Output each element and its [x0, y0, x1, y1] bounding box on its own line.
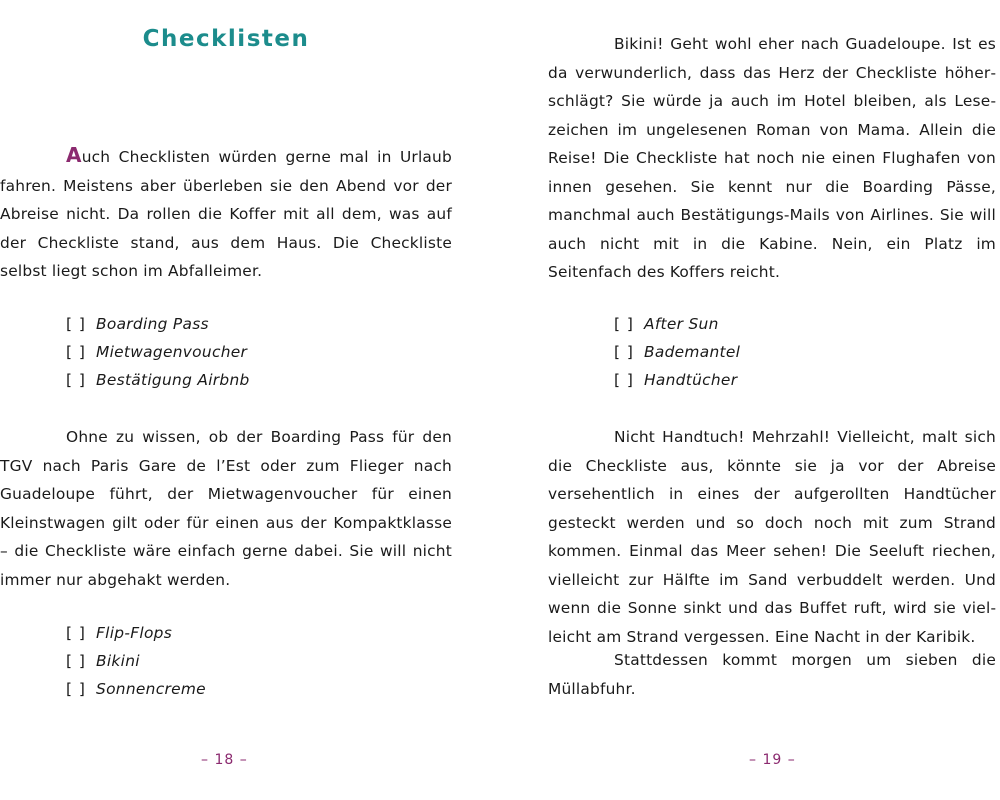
checkbox: [ ] — [66, 315, 86, 333]
checkbox: [ ] — [66, 624, 86, 642]
left-paragraph-1 — [0, 141, 452, 286]
checklist-item-label: Bestätigung Airbnb — [96, 371, 250, 389]
checklist-travel-documents — [66, 310, 250, 394]
checklist-item — [66, 366, 250, 394]
checklist-item-label: Flip-Flops — [96, 624, 173, 642]
checklist-beach — [66, 619, 206, 703]
checklist-item-label: Bademantel — [644, 343, 741, 361]
checklist-item — [66, 310, 250, 338]
checkbox: [ ] — [66, 652, 86, 670]
checkbox: [ ] — [614, 371, 634, 389]
drop-cap: A — [66, 143, 82, 167]
checklist-item — [66, 647, 206, 675]
right-paragraph-3: Stattdessen kommt morgen um sieben die Müllabfuhr. — [548, 651, 996, 698]
page-number: – 18 – — [201, 752, 248, 768]
checklist-item — [66, 338, 250, 366]
checkbox: [ ] — [66, 343, 86, 361]
checklist-item-label: Sonnencreme — [96, 680, 206, 698]
page-number: – 19 – — [749, 752, 796, 768]
checklist-item — [614, 310, 740, 338]
checklist-item — [614, 366, 740, 394]
checklist-item — [66, 675, 206, 703]
checklist-item-label: Bikini — [96, 652, 140, 670]
right-paragraph-2: Nicht Handtuch! Mehrzahl! Vielleicht, malt sich die Checkliste aus, könnte sie ja vor der Abreise versehentlich in eines der aufgerollten Handtücher gesteckt werden und so doch noch mit zum Strand kommen. Einmal das Meer sehen! Die Seeluft riechen, vielleicht zur Hälfte im Sand verbuddelt werden. Und wenn die Sonne sinkt und das Buffet ruft, wird sie vielleicht am Strand vergessen. Eine Nacht in der Karibik. — [548, 428, 996, 646]
right-paragraph-1: Bikini! Geht wohl eher nach Guadeloupe. Ist es da verwunderlich, dass das Herz der Checkliste höherschlägt? Sie würde ja auch im Hotel bleiben, als Lesezeichen im ungelesenen Roman von Mama. Allein die Reise! Die Checkliste hat noch nie einen Flughafen von innen gesehen. Sie kennt nur die Boarding Pässe, manchmal auch Bestätigungs-Mails von Airlines. Sie will auch nicht mit in die Kabine. Nein, ein Platz im Seitenfach des Koffers reicht. — [548, 35, 996, 281]
checkbox: [ ] — [66, 680, 86, 698]
left-paragraph-2: Ohne zu wissen, ob der Boarding Pass für den TGV nach Paris Gare de l’Est oder zum Flieger nach Guadeloupe führt, der Mietwagenvoucher für einen Kleinstwagen gilt oder für einen aus der Kompaktklasse – die Checkliste wäre einfach gerne dabei. Sie will nicht immer nur abgehakt werden. — [0, 428, 452, 589]
checklist-item-label: After Sun — [644, 315, 719, 333]
checklist-item-label: Boarding Pass — [96, 315, 209, 333]
checklist-bath — [614, 310, 740, 394]
checklist-item-label: Handtücher — [644, 371, 738, 389]
checklist-item — [66, 619, 206, 647]
checkbox: [ ] — [614, 343, 634, 361]
checklist-item — [614, 338, 740, 366]
checkbox: [ ] — [614, 315, 634, 333]
left-paragraph-1-text: uch Checklisten würden gerne mal in Urlaub fahren. Meistens aber überleben sie den Abend vor der Abreise nicht. Da rollen die Koffer mit all dem, was auf der Checkliste stand, aus dem Haus. Die Checkliste selbst liegt schon im Abfalleimer. — [0, 148, 452, 280]
page-title: Checklisten — [142, 26, 310, 52]
checkbox: [ ] — [66, 371, 86, 389]
checklist-item-label: Mietwagenvoucher — [96, 343, 248, 361]
